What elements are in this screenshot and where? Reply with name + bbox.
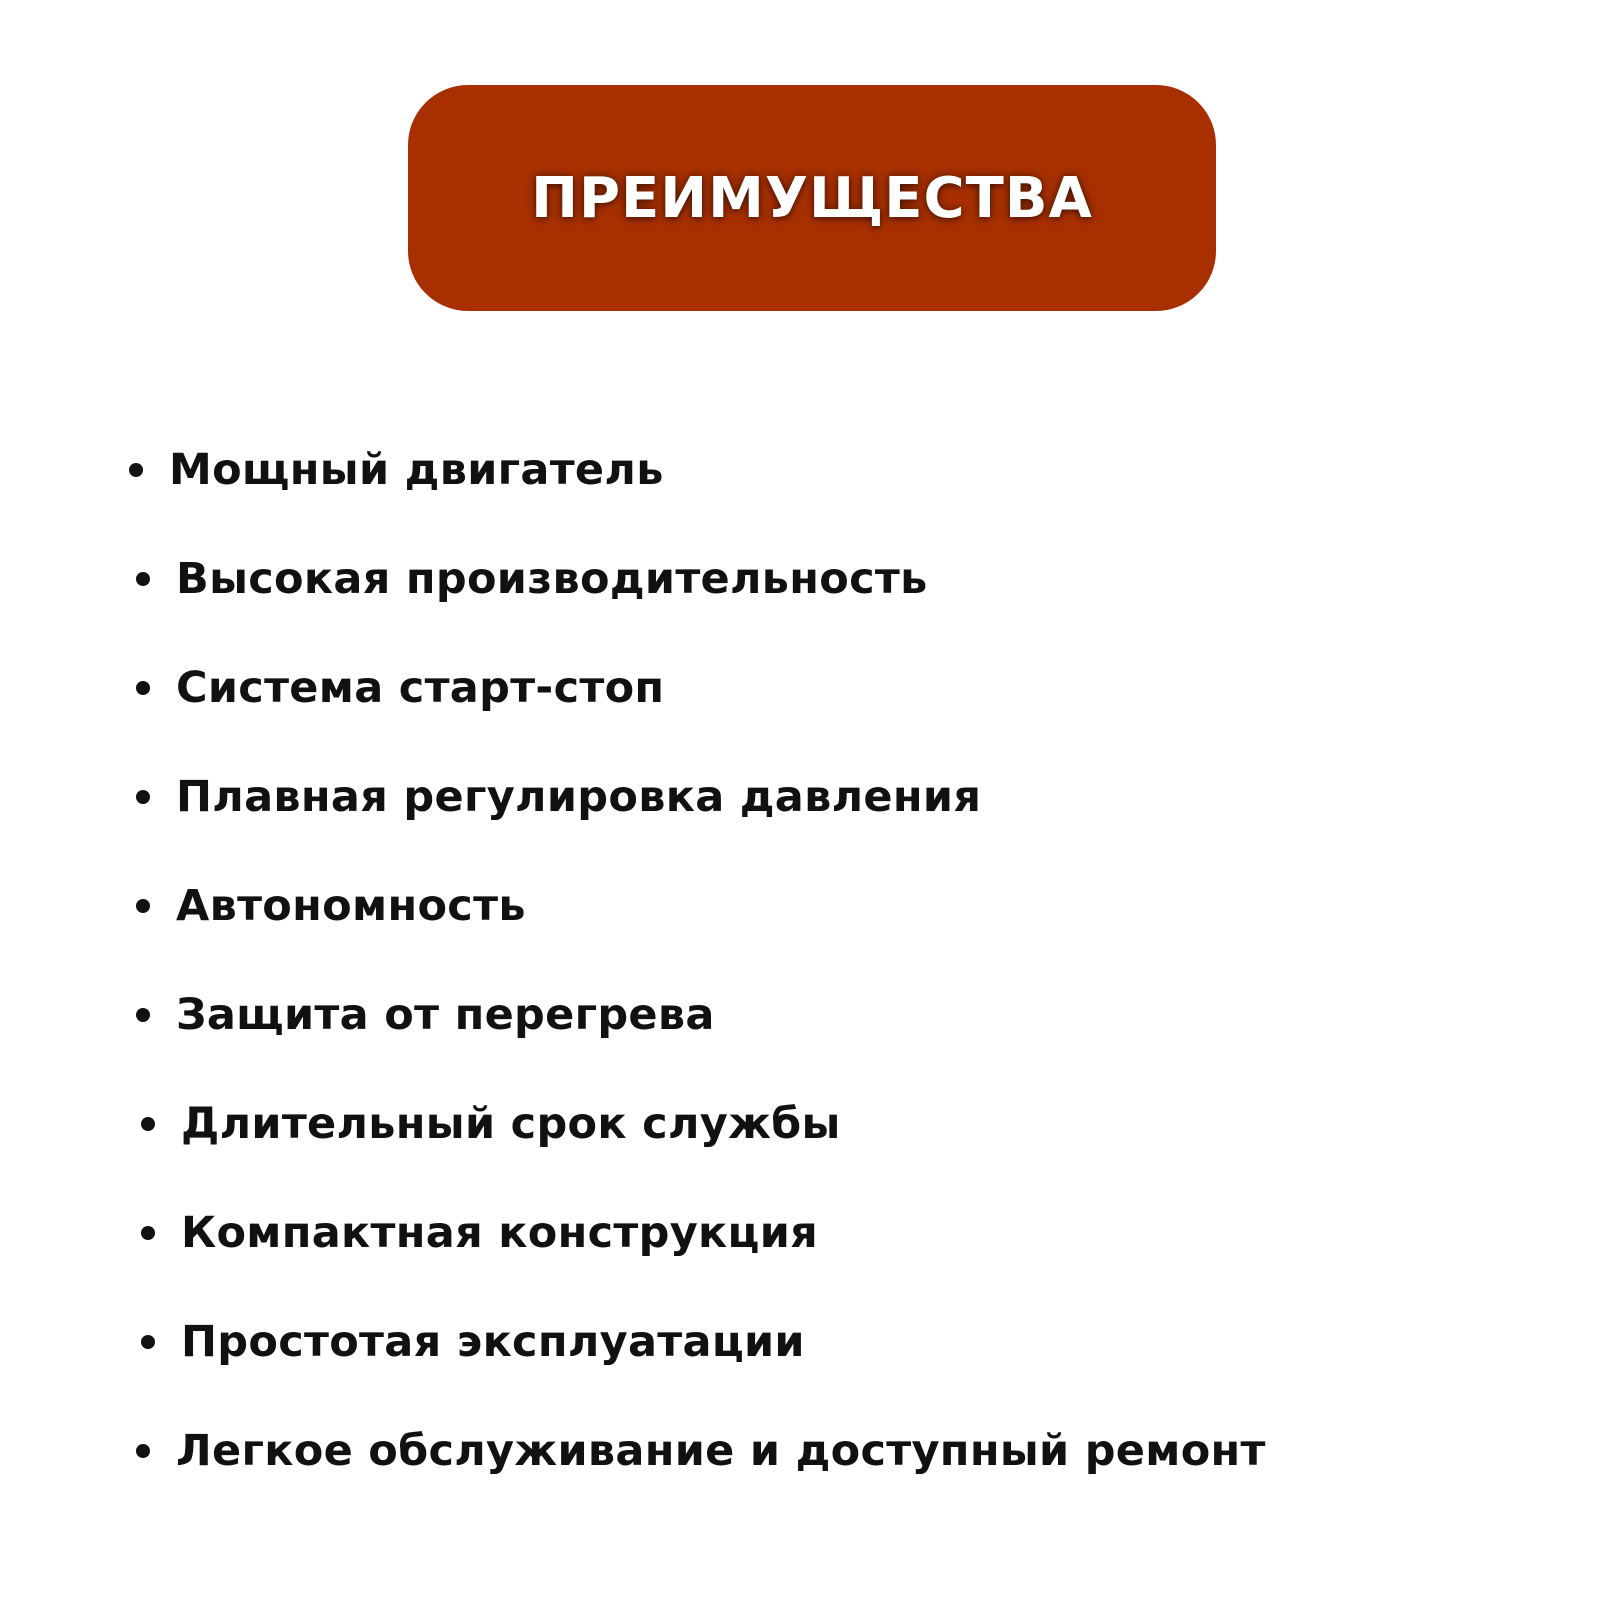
list-item xyxy=(136,985,715,1045)
bullet-icon xyxy=(136,1008,150,1022)
benefit-label: Длительный срок службы xyxy=(181,1099,841,1149)
bullet-icon xyxy=(141,1226,155,1240)
benefit-label: Высокая производительность xyxy=(176,554,928,604)
benefit-label: Простотая эксплуатации xyxy=(181,1317,805,1367)
benefit-label: Система старт-стоп xyxy=(176,663,665,713)
list-item xyxy=(136,767,981,827)
benefit-label: Компактная конструкция xyxy=(181,1208,819,1258)
bullet-icon xyxy=(141,1117,155,1131)
benefit-label: Автономность xyxy=(176,881,526,931)
bullet-icon xyxy=(141,1335,155,1349)
list-item xyxy=(141,1094,841,1154)
bullet-icon xyxy=(136,790,150,804)
list-item xyxy=(136,658,664,718)
list-item xyxy=(136,876,526,936)
bullet-icon xyxy=(129,463,143,477)
page-title: ПРЕИМУЩЕСТВА xyxy=(531,165,1093,231)
bullet-icon xyxy=(136,899,150,913)
bullet-icon xyxy=(136,572,150,586)
bullet-icon xyxy=(136,681,150,695)
list-item xyxy=(129,440,664,500)
list-item xyxy=(136,549,928,609)
benefit-label: Мощный двигатель xyxy=(169,445,664,495)
list-item xyxy=(141,1203,818,1263)
benefit-label: Легкое обслуживание и доступный ремонт xyxy=(176,1426,1266,1476)
bullet-icon xyxy=(136,1444,150,1458)
benefit-label: Защита от перегрева xyxy=(176,990,715,1040)
list-item xyxy=(136,1421,1266,1481)
benefit-label: Плавная регулировка давления xyxy=(176,772,982,822)
list-item xyxy=(141,1312,805,1372)
